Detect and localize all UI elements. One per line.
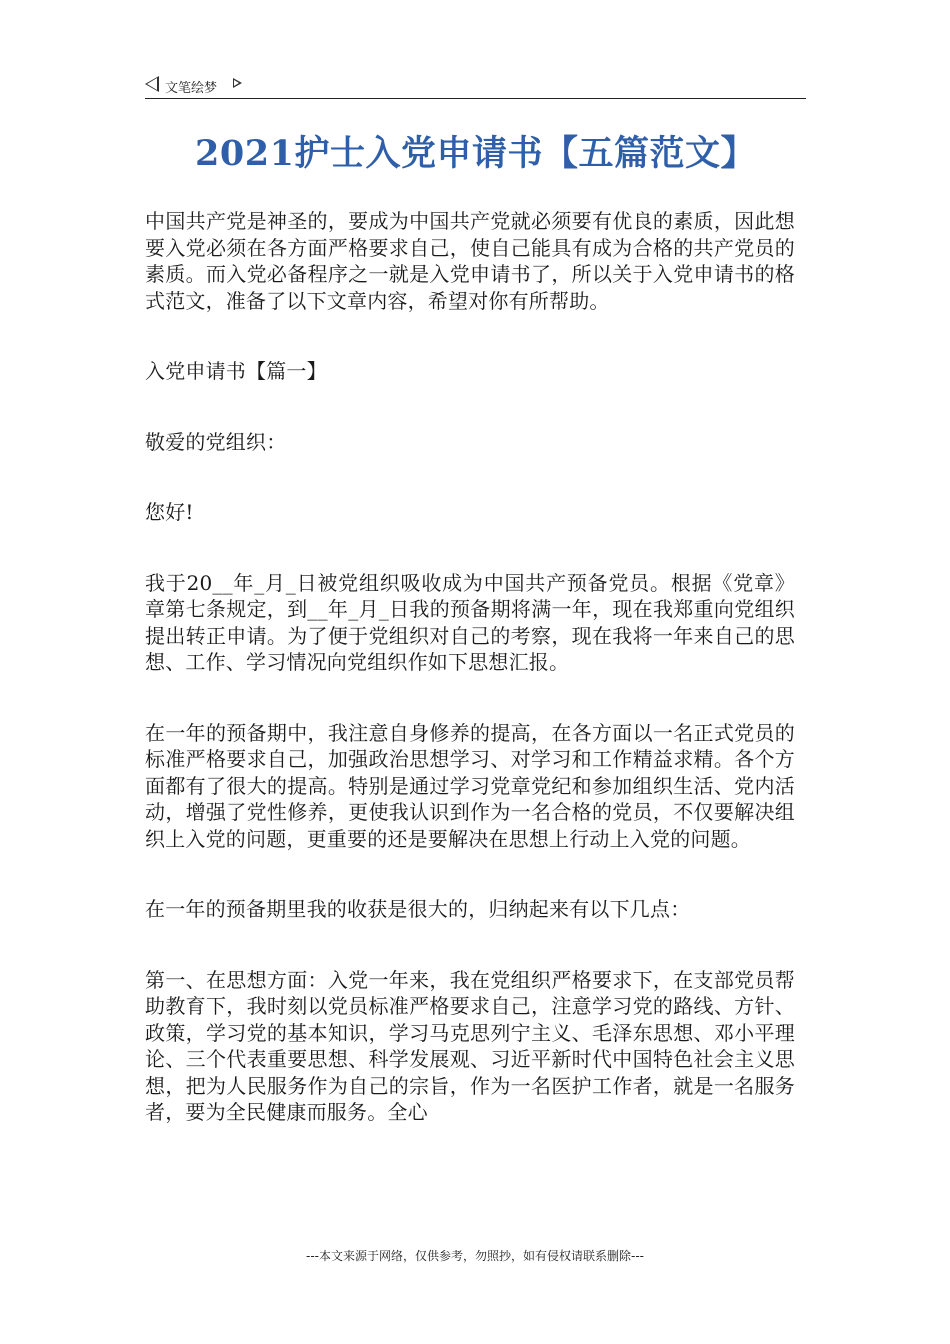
body-paragraph: 在一年的预备期里我的收获是很大的，归纳起来有以下几点： (145, 897, 691, 921)
salutation: 敬爱的党组织： (145, 429, 287, 454)
body-paragraph: 我于20__年_月_日被党组织吸收成为中国共产预备党员。根据《党章》章第七条规定，到__年_月_日我的预备期将满一年，现在我郑重向党组织提出转正申请。为了便于党组织对自己的考察，现在我将一年来自己的思想、工作、学习情况向党组织作如下思想汇报。 (145, 570, 795, 674)
header-brand: 文笔绘梦 (165, 81, 218, 96)
intro-paragraph: 中国共产党是神圣的，要成为中国共产党就必须要有优良的素质，因此想要入党必须在各方面严格要求自己，使自己能具有成为合格的共产党员的素质。而入党必备程序之一就是入党申请书了，所以关于入党申请书的格式范文，准备了以下文章内容，希望对你有所帮助。 (145, 209, 795, 313)
page-header (145, 74, 806, 99)
document-body (145, 208, 795, 1124)
page-footer: ---本文来源于网络，仅供参考，勿照抄，如有侵权请联系删除--- (306, 1249, 644, 1263)
document-title: 2021护士入党申请书【五篇范文】 (195, 133, 756, 174)
left-triangle-icon (145, 76, 159, 92)
greeting: 您好! (145, 500, 194, 524)
right-triangle-icon (233, 78, 242, 88)
body-paragraph: 第一、在思想方面：入党一年来，我在党组织严格要求下，在支部党员帮助教育下，我时刻以党员标准严格要求自己，注意学习党的路线、方针、政策，学习党的基本知识，学习马克思列宁主义、毛泽东思想、邓小平理论、三个代表重要思想、科学发展观、习近平新时代中国特色社会主义思想，把为人民服务作为自己的宗旨，作为一名医护工作者，就是一名服务者，要为全民健康而服务。全心 (145, 967, 795, 1124)
section-heading: 入党申请书【篇一】 (145, 359, 327, 383)
body-paragraph: 在一年的预备期中，我注意自身修养的提高，在各方面以一名正式党员的标准严格要求自己，加强政治思想学习、对学习和工作精益求精。各个方面都有了很大的提高。特别是通过学习党章党纪和参加组织生活、党内活动，增强了党性修养，更使我认识到作为一名合格的党员，不仅要解决组织上入党的问题，更重要的还是要解决在思想上行动上入党的问题。 (145, 720, 795, 851)
